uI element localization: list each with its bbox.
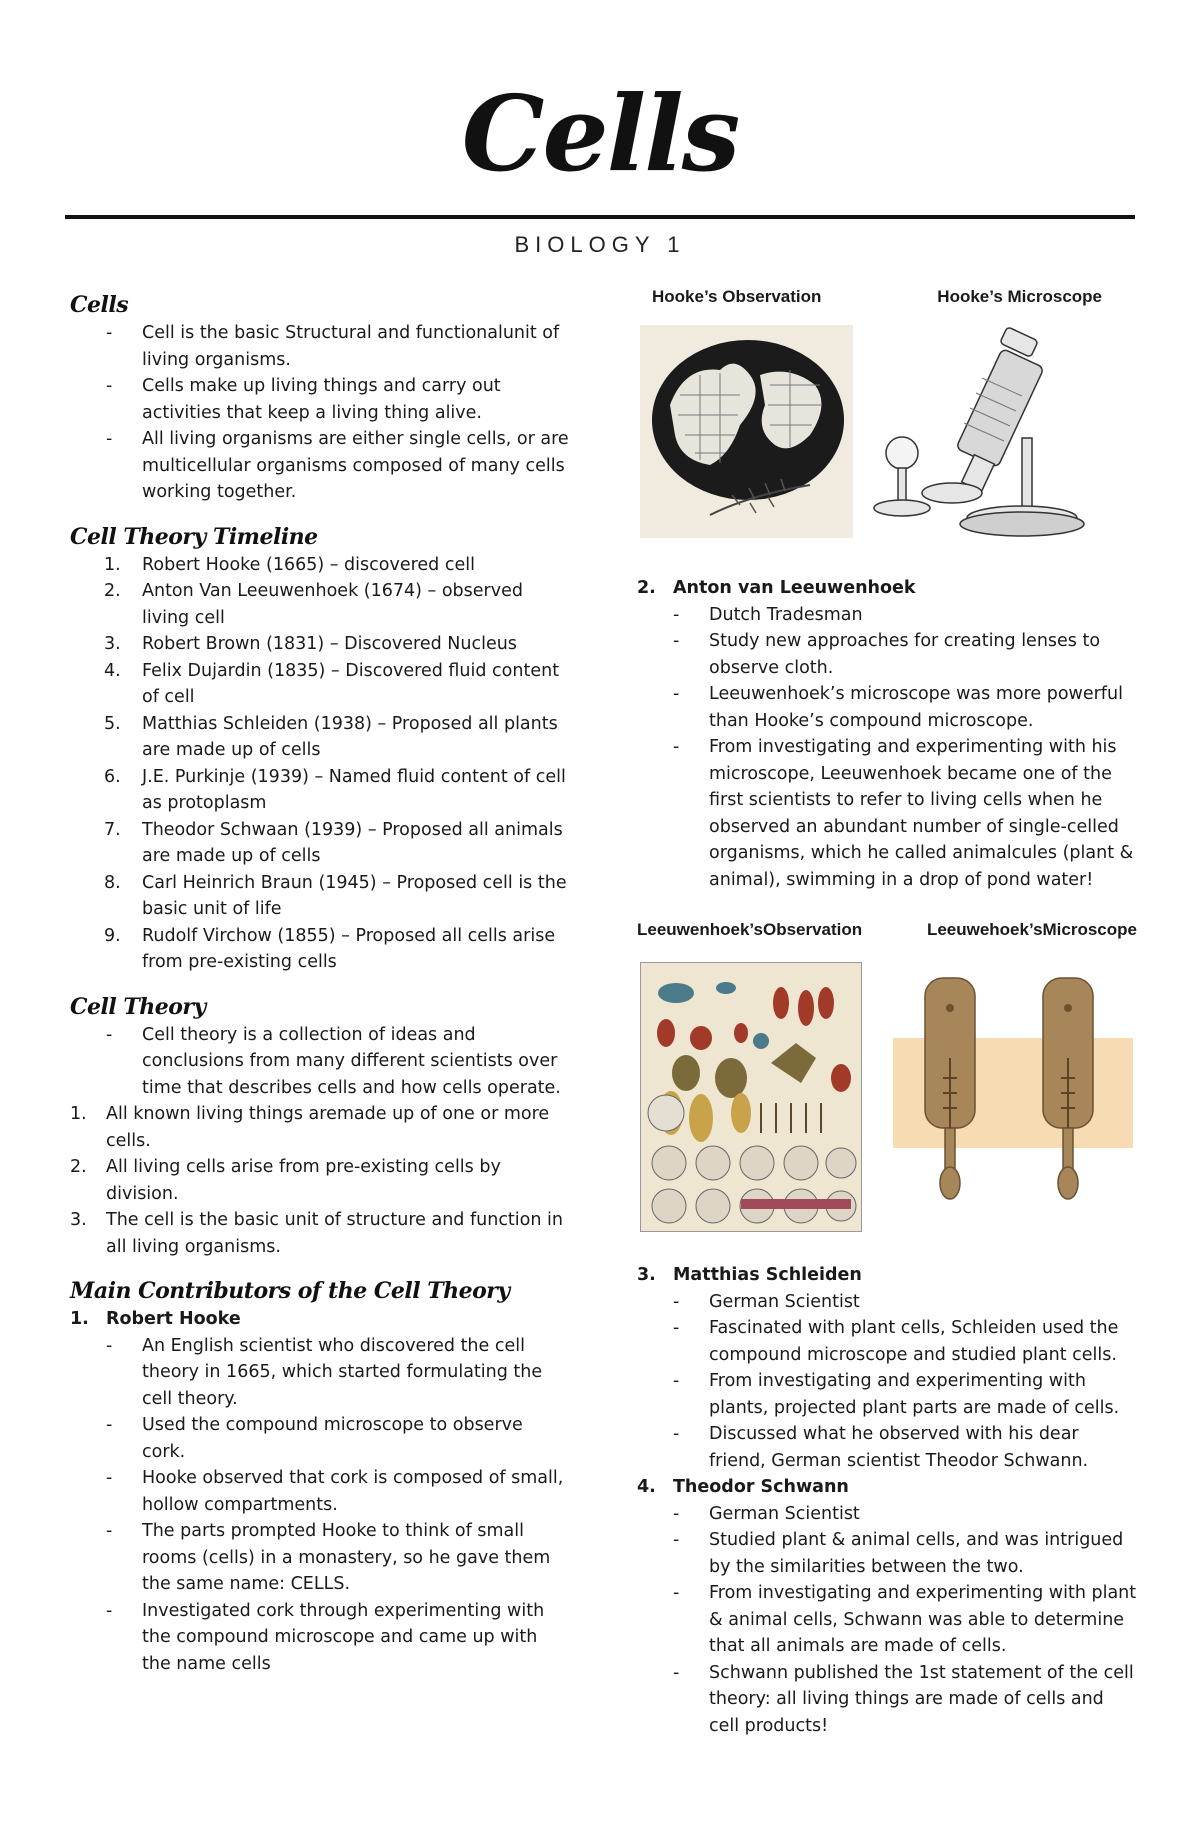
list-item: 3. Robert Brown (1831) – Discovered Nucleus (104, 634, 517, 654)
list-item: - Cells make up living things and carry out activities that keep a living thing alive. (70, 373, 570, 426)
list-item: - Discussed what he observed with his dear friend, German scientist Theodor Schwann. (637, 1421, 1137, 1474)
leeuwenhoek-section (637, 575, 1137, 893)
list-item: - Study new approaches for creating lenses to observe cloth. (637, 628, 1137, 681)
leeuwenhoek-observation-image (640, 962, 862, 1232)
caption-hooke-microscope: Hooke’s Microscope (937, 287, 1102, 306)
list-item: 8. Carl Heinrich Braun (1945) – Proposed cell is the basic unit of life (104, 872, 567, 919)
section-heading-timeline: Cell Theory Timeline (70, 523, 318, 550)
contributor-heading-leeuwenhoek: 2. Anton van Leeuwenhoek (637, 578, 916, 598)
section-heading-cells: Cells (70, 292, 129, 318)
list-item: 1. Robert Hooke (1665) – discovered cell (104, 554, 475, 575)
list-item: 3. The cell is the basic unit of structure and function in all living organisms. (70, 1210, 563, 1257)
list-item: 5. Matthias Schleiden (1938) – Proposed all plants are made up of cells (104, 713, 558, 760)
timeline-list (70, 552, 570, 976)
list-item: - Used the compound microscope to observe cork. (70, 1412, 570, 1465)
section-heading-contributors: Main Contributors of the Cell Theory (70, 1278, 510, 1304)
list-item: - An English scientist who discovered the cell theory in 1665, which started formulating the cell theory. (70, 1333, 570, 1413)
hooke-observation-image (640, 325, 853, 538)
list-item: 6. J.E. Purkinje (1939) – Named fluid content of cell as protoplasm (104, 766, 566, 813)
list-item: 7. Theodor Schwaan (1939) – Proposed all animals are made up of cells (104, 819, 563, 866)
contributor-heading-schwann: 4. Theodor Schwann (637, 1477, 849, 1497)
cell-theory-intro (70, 1022, 570, 1102)
cells-list (70, 320, 570, 506)
list-item: 2. All living cells arise from pre-existing cells by division. (70, 1157, 501, 1204)
list-item: - Cell theory is a collection of ideas and conclusions from many different scientists over time that describes cells and how cells operate. (70, 1022, 570, 1102)
caption-leeuwenhoek-observation: Leeuwenhoek’sObservation (637, 920, 863, 939)
schwann-list (637, 1501, 1137, 1740)
leeuwenhoek-image-captions (637, 920, 1137, 940)
leeuwenhoek-list (637, 602, 1137, 894)
schleiden-list (637, 1289, 1137, 1475)
list-item: - German Scientist (637, 1501, 1137, 1528)
list-item: - Leeuwenhoek’s microscope was more powerful than Hooke’s compound microscope. (637, 681, 1137, 734)
caption-hooke-observation: Hooke’s Observation (652, 287, 822, 306)
hooke-image-captions (652, 287, 1102, 307)
leeuwenhoek-microscope-image (893, 968, 1133, 1208)
list-item: - From investigating and experimenting with plant & animal cells, Schwann was able to determine that all animals are made of cells. (637, 1580, 1137, 1660)
page-title: Cells (461, 72, 739, 195)
schleiden-schwann-section (637, 1262, 1137, 1739)
list-item: - German Scientist (637, 1289, 1137, 1316)
hooke-list (70, 1333, 570, 1678)
list-item: - Hooke observed that cork is composed of small, hollow compartments. (70, 1465, 570, 1518)
list-item: - From investigating and experimenting with his microscope, Leeuwenhoek became one of the first scientists to refer to living cells when he observed an abundant number of single-celled organisms, which he called animalcules (plant & animal), swimming in a drop of pond water! (637, 734, 1137, 893)
list-item: - The parts prompted Hooke to think of small rooms (cells) in a monastery, so he gave them the same name: CELLS. (70, 1518, 570, 1598)
list-item: - Cell is the basic Structural and functionalunit of living organisms. (70, 320, 570, 373)
caption-leeuwenhoek-microscope: Leeuwehoek’sMicroscope (926, 920, 1137, 939)
list-item: - Fascinated with plant cells, Schleiden used the compound microscope and studied plant cells. (637, 1315, 1137, 1368)
list-item: 4. Felix Dujardin (1835) – Discovered fluid content of cell (104, 660, 560, 707)
list-item: 2. Anton Van Leeuwenhoek (1674) – observed living cell (104, 581, 523, 628)
contributor-heading-hooke: 1. Robert Hooke (70, 1309, 241, 1329)
list-item: - All living organisms are either single cells, or are multicellular organisms composed of many cells working together. (70, 426, 570, 506)
cell-theory-list (70, 1101, 570, 1260)
list-item: - From investigating and experimenting with plants, projected plant parts are made of cells. (637, 1368, 1137, 1421)
list-item: - Dutch Tradesman (637, 602, 1137, 629)
list-item: 1. All known living things aremade up of one or more cells. (70, 1104, 550, 1151)
page-subtitle: BIOLOGY 1 (514, 232, 686, 257)
hooke-microscope-image (872, 318, 1107, 540)
list-item: 9. Rudolf Virchow (1855) – Proposed all cells arise from pre-existing cells (104, 925, 556, 972)
section-heading-cell-theory: Cell Theory (70, 993, 206, 1020)
left-column (70, 290, 570, 1677)
list-item: - Investigated cork through experimenting with the compound microscope and came up with the name cells (70, 1598, 570, 1678)
contributor-heading-schleiden: 3. Matthias Schleiden (637, 1265, 862, 1285)
list-item: - Studied plant & animal cells, and was intrigued by the similarities between the two. (637, 1527, 1137, 1580)
list-item: - Schwann published the 1st statement of the cell theory: all living things are made of cells and cell products! (637, 1660, 1137, 1740)
title-divider (65, 215, 1135, 219)
